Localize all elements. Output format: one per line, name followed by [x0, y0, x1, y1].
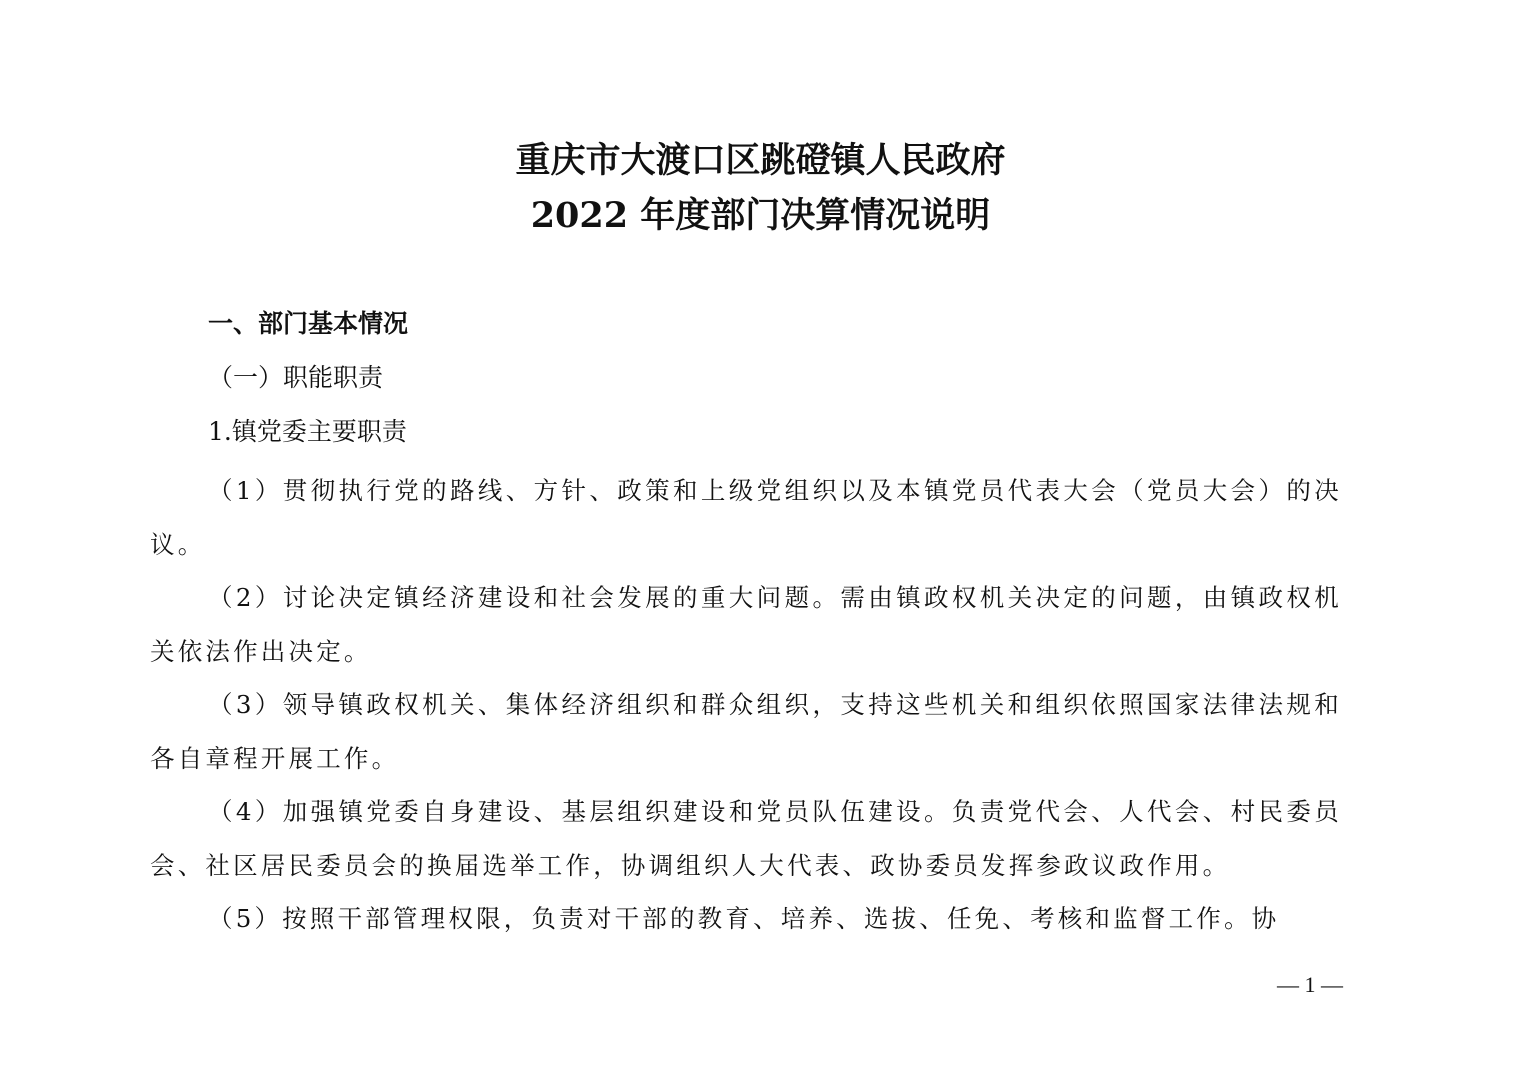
paragraph-duty-5: （5）按照干部管理权限，负责对干部的教育、培养、选拔、任免、考核和监督工作。协 — [208, 904, 1280, 933]
document-title-line-1: 重庆市大渡口区跳磴镇人民政府 — [515, 140, 1006, 181]
paragraph-duty-1: （1）贯彻执行党的路线、方针、政策和上级党组织以及本镇党员代表大会（党员大会）的决议。 — [150, 476, 1342, 559]
section-heading: 一、部门基本情况 — [208, 309, 409, 338]
paragraph-duty-2: （2）讨论决定镇经济建设和社会发展的重大问题。需由镇政权机关决定的问题，由镇政权机关依法作出决定。 — [150, 583, 1342, 666]
paragraph-duty-4: （4）加强镇党委自身建设、基层组织建设和党员队伍建设。负责党代会、人代会、村民委员会、社区居民委员会的换届选举工作，协调组织人大代表、政协委员发挥参政议政作用。 — [150, 797, 1342, 880]
subsection-heading: （一）职能职责 — [208, 363, 384, 392]
page-number: — 1 — — [1277, 972, 1343, 997]
paragraph-duty-3: （3）领导镇政权机关、集体经济组织和群众组织，支持这些机关和组织依照国家法律法规和各自章程开展工作。 — [150, 690, 1342, 773]
document-title-line-2: 2022 年度部门决算情况说明 — [530, 195, 991, 236]
item-heading: 1.镇党委主要职责 — [208, 417, 407, 446]
